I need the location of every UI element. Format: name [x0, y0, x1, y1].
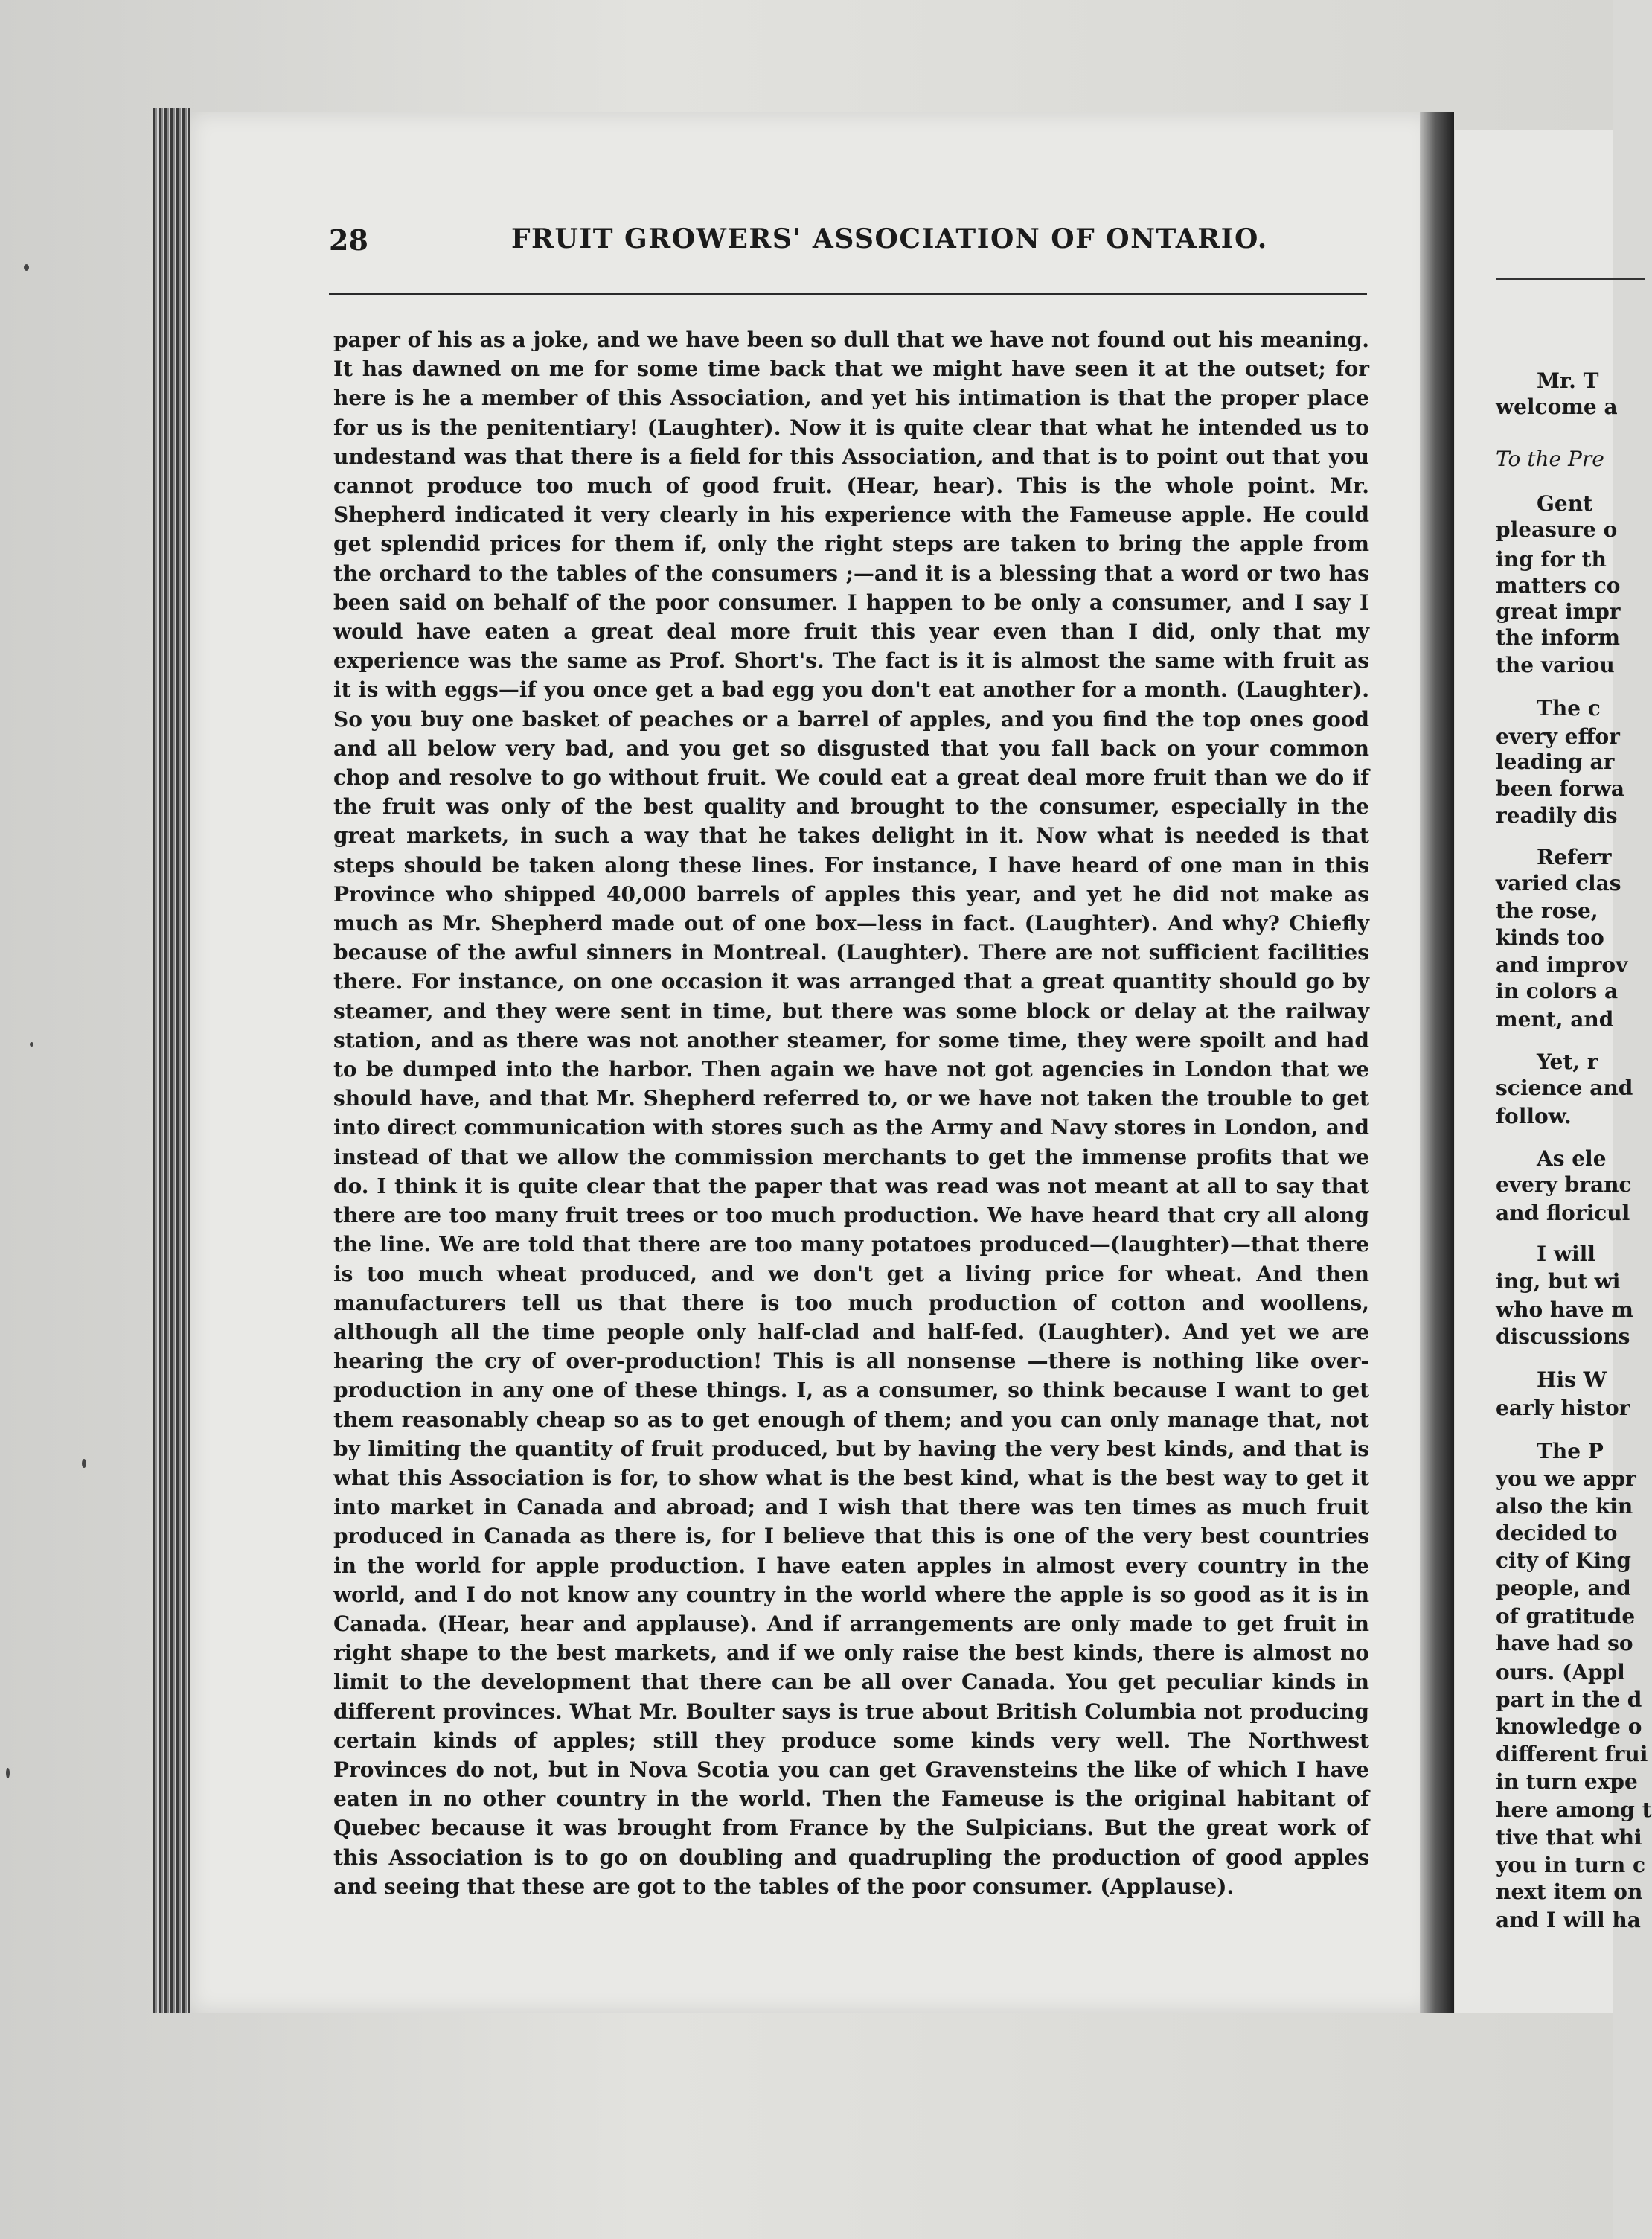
- facing-page-line: knowledge o: [1496, 1714, 1642, 1739]
- facing-page-line: welcome a: [1496, 395, 1618, 419]
- page-number: 28: [329, 223, 368, 257]
- facing-page-line: ing for th: [1496, 547, 1607, 572]
- scan-speck: [30, 1042, 33, 1047]
- facing-page-line: been forwa: [1496, 776, 1625, 801]
- facing-page-line: The c: [1537, 696, 1601, 721]
- facing-page-line: tive that whi: [1496, 1825, 1642, 1850]
- facing-page-line: also the kin: [1496, 1494, 1633, 1518]
- body-paragraph: paper of his as a joke, and we have been so dull that we have not found out his meaning. It has dawned on me for some time back that we might have seen it at the outset; for here is he a member of this Association, and yet his intimation is that the proper place for us is the penitentiary! (Laughter). Now it is quite clear that what he intended us to undestand was that there is a field for this Association, and that is to point out that you cannot produce too much of good fruit. (Hear, hear). This is the whole point. Mr. Shepherd indicated it very clearly in his experience with the Fameuse apple. He could get splendid prices for them if, only the right steps are taken to bring the apple from the orchard to the tables of the consumers ;—and it is a blessing that a word or two has been said on behalf of the poor consumer. I happen to be only a consumer, and I say I would have eaten a great deal more fruit this year even than I did, only that my experience was the same as Prof. Short's. The fact is it is almost the same with fruit as it is with eggs—if you once get a bad egg you don't eat another for a month. (Laughter). So you buy one basket of peaches or a barrel of apples, and you find the top ones good and all below very bad, and you get so disgusted that you fall back on your common chop and resolve to go without fruit. We could eat a great deal more fruit than we do if the fruit was only of the best quality and brought to the consumer, especially in the great markets, in such a way that he takes delight in it. Now what is needed is that steps should be taken along these lines. For instance, I have heard of one man in this Province who shipped 40,000 barrels of apples this year, and yet he did not make as much as Mr. Shepherd made out of one box—less in fact. (Laughter). And why? Chiefly because of the awful sinners in Montreal. (Laughter). There are not sufficient facilities there. For instance, on one occasion it was arranged that a great quantity should go by steamer, and they were sent in time, but there was some block or delay at the railway station, and as there was not another steamer, for some time, they were spoilt and had to be dumped into the harbor. Then again we have not got agencies in London that we should have, and that Mr. Shepherd referred to, or we have not taken the trouble to get into direct communication with stores such as the Army and Navy stores in London, and instead of that we allow the commission merchants to get the immense profits that we do. I think it is quite clear that the paper that was read was not meant at all to say that there are too many fruit trees or too much production. We have heard that cry all along the line. We are told that there are too many potatoes produced—(laughter)—that there is too much wheat produced, and we don't get a living price for wheat. And then manufacturers tell us that there is too much production of cotton and woollens, although all the time people only half-clad and half-fed. (Laughter). And yet we are hearing the cry of over-production! This is all nonsense —there is nothing like over-production in any one of these things. I, as a consumer, so think because I want to get them reasonably cheap so as to get enough of them; and you can only manage that, not by limiting the quantity of fruit produced, but by having the very best kinds, and that is what this Association is for, to show what is the best kind, what is the best way to get it into market in Canada and abroad; and I wish that there was ten times as much fruit produced in Canada as there is, for I believe that this is one of the very best countries in the world for apple production. I have eaten apples in almost every country in the world, and I do not know any country in the world where the apple is so good as it is in Canada. (Hear, hear and applause). And if arrangements are only made to get fruit in right shape to the best markets, and if we only raise the best kinds, there is almost no limit to the development that there can be all over Canada. You get peculiar kinds in different provinces. What Mr. Boulter says is true about British Columbia not producing certain kinds of apples; still they produce some kinds very well. The Northwest Provinces do not, but in Nova Scotia you can get Gravensteins the like of which I have eaten in no other country in the world. Then the Fameuse is the original habitant of Quebec because it was brought from France by the Sulpicians. But the great work of this Association is to go on doubling and quadrupling the production of good apples and seeing that these are got to the tables of the poor consumer. (Applause).: [333, 328, 1369, 1899]
- facing-page-line: every effor: [1496, 724, 1620, 749]
- facing-page-line: matters co: [1496, 573, 1621, 598]
- facing-page-line: and I will ha: [1496, 1908, 1641, 1932]
- facing-page-line: in turn expe: [1496, 1769, 1638, 1794]
- facing-page-line: Gent: [1537, 491, 1593, 516]
- book-edge: [153, 108, 190, 2013]
- facing-page-line: ours. (Appl: [1496, 1660, 1625, 1684]
- facing-page-line: His W: [1537, 1367, 1607, 1392]
- facing-header-rule: [1496, 278, 1645, 280]
- facing-page-line: next item on: [1496, 1879, 1643, 1904]
- facing-page-line: decided to: [1496, 1521, 1618, 1545]
- facing-page-line: of gratitude: [1496, 1604, 1636, 1629]
- facing-page-line: city of King: [1496, 1548, 1632, 1573]
- facing-page-line: who have m: [1496, 1297, 1633, 1322]
- scan-speck: [82, 1459, 86, 1468]
- facing-page-line: the inform: [1496, 625, 1620, 650]
- facing-page-line: Yet, r: [1537, 1050, 1598, 1074]
- facing-page-line: have had so: [1496, 1631, 1633, 1655]
- facing-page-line: every branc: [1496, 1172, 1632, 1197]
- facing-page-line: the rose,: [1496, 898, 1598, 923]
- facing-page-line: The P: [1537, 1439, 1604, 1463]
- facing-page-line: ment, and: [1496, 1007, 1614, 1032]
- facing-page-line: discussions: [1496, 1324, 1630, 1349]
- facing-page-line: follow.: [1496, 1104, 1572, 1128]
- facing-page-line: part in the d: [1496, 1687, 1642, 1712]
- facing-page-line: people, and: [1496, 1576, 1631, 1600]
- facing-page-line: To the Pre: [1496, 447, 1604, 471]
- facing-page-line: leading ar: [1496, 750, 1615, 774]
- facing-page-line: and floricul: [1496, 1201, 1630, 1225]
- facing-page-line: I will: [1537, 1242, 1595, 1266]
- facing-page-line: you in turn c: [1496, 1853, 1645, 1877]
- facing-page: [1455, 130, 1652, 2013]
- facing-page-line: pleasure o: [1496, 517, 1618, 542]
- facing-page-line: early histor: [1496, 1396, 1630, 1420]
- facing-page-line: in colors a: [1496, 979, 1619, 1003]
- facing-page-line: the variou: [1496, 653, 1615, 677]
- facing-page-line: readily dis: [1496, 803, 1618, 828]
- facing-page-line: As ele: [1537, 1146, 1607, 1171]
- facing-page-line: Referr: [1537, 845, 1612, 869]
- facing-page-line: Mr. T: [1537, 368, 1599, 393]
- book-gutter: [1420, 112, 1454, 2013]
- facing-page-line: here among t: [1496, 1798, 1652, 1822]
- facing-page-line: kinds too: [1496, 925, 1604, 950]
- facing-page-line: great impr: [1496, 599, 1621, 624]
- facing-page-line: you we appr: [1496, 1466, 1636, 1491]
- facing-page-line: different frui: [1496, 1742, 1648, 1766]
- scan-speck: [24, 264, 29, 271]
- header-rule: [329, 293, 1367, 295]
- facing-page-line: ing, but wi: [1496, 1269, 1621, 1294]
- facing-page-line: science and: [1496, 1076, 1633, 1100]
- page-header: [329, 223, 1367, 268]
- scan-speck: [6, 1768, 10, 1778]
- facing-page-line: and improv: [1496, 953, 1628, 977]
- running-title: FRUIT GROWERS' ASSOCIATION OF ONTARIO.: [511, 223, 1268, 255]
- facing-page-line: varied clas: [1496, 871, 1621, 895]
